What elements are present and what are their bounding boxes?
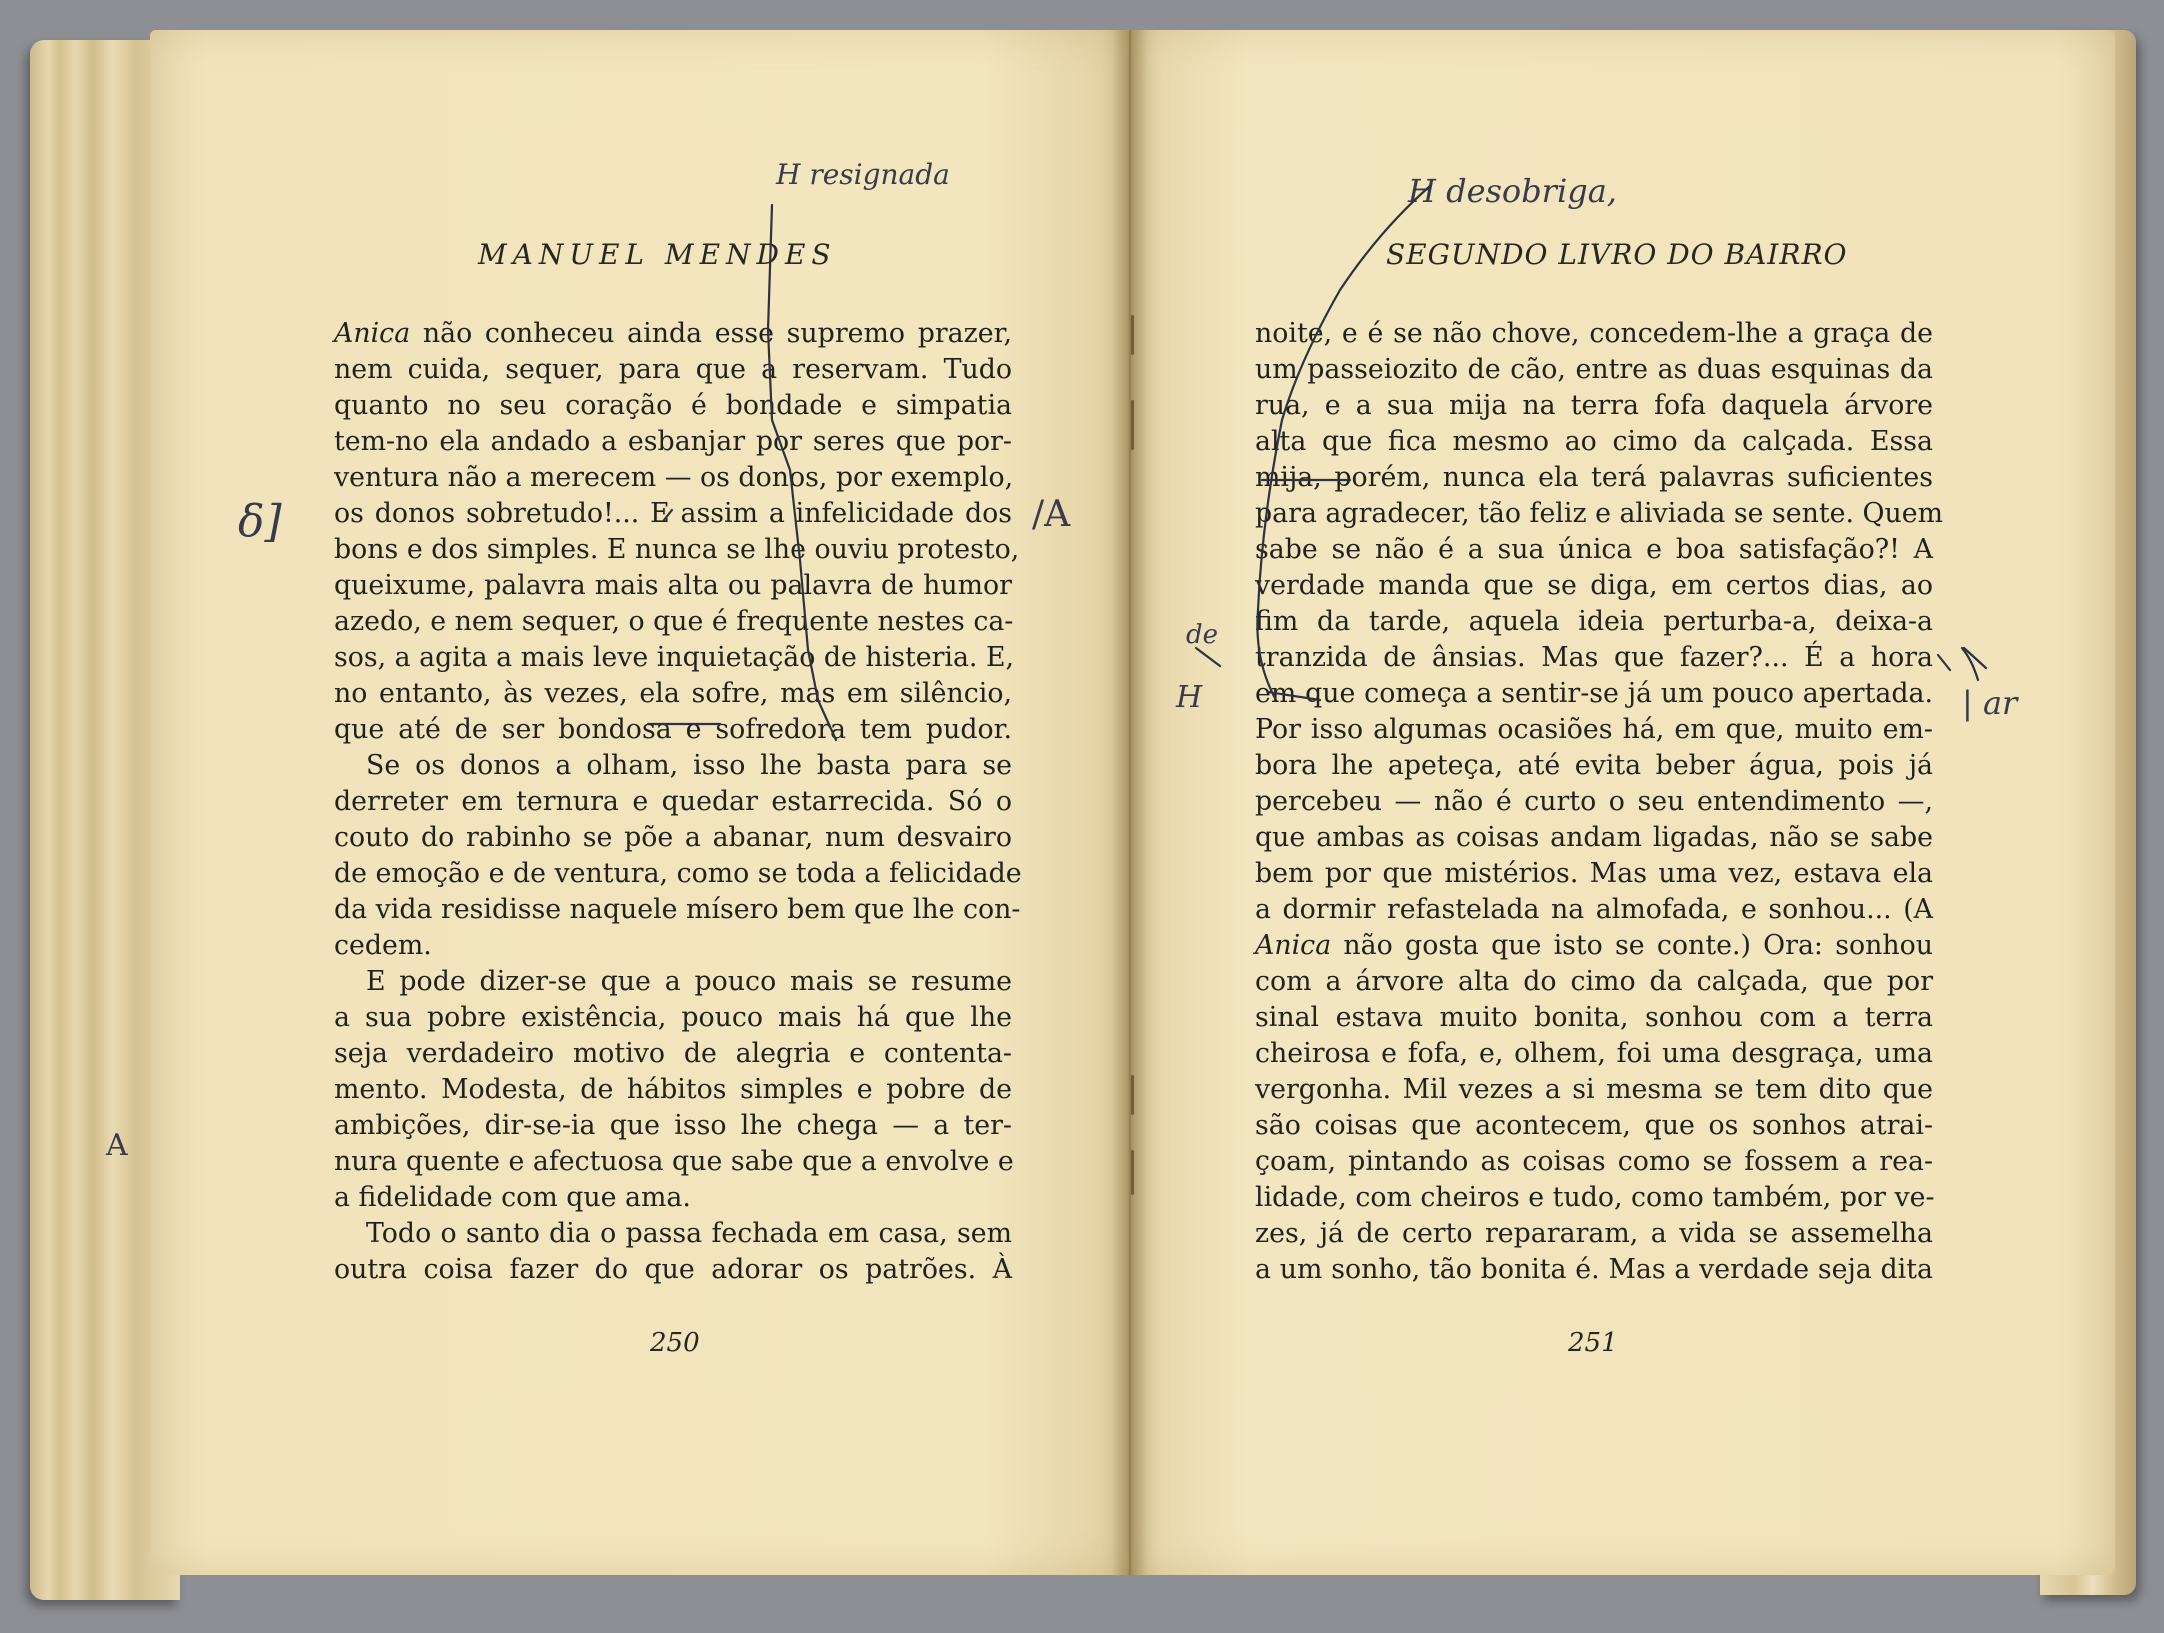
right-page-text-line: lidade, com cheiros e tudo, como também, por ve-	[1255, 1182, 1935, 1213]
left-page-text-line: cedem.	[334, 930, 432, 961]
right-page-text-line: cheirosa e fofa, e, olhem, foi uma desgraça, uma	[1255, 1038, 1933, 1069]
right-running-head: SEGUNDO LIVRO DO BAIRRO	[1386, 238, 1848, 271]
book-gutter	[1112, 30, 1148, 1575]
handwritten-margin-mark: δ]	[238, 496, 282, 547]
right-page-text-line: sabe se não é a sua única e boa satisfação?! A	[1255, 534, 1933, 565]
handwritten-margin-h: H	[1176, 680, 1203, 715]
binding-stitch	[1131, 1075, 1134, 1115]
right-page-text-line: para agradecer, tão feliz e aliviada se sente. Quem	[1255, 498, 1944, 529]
right-page-text-line: sinal estava muito bonita, sonhou com a terra	[1255, 1002, 1933, 1033]
left-page-text-line: de emoção e de ventura, como se toda a felicidade	[334, 858, 1022, 889]
right-page-text-line: alta que fica mesmo ao cimo da calçada. Essa	[1255, 426, 1933, 457]
left-page-text	[334, 316, 1022, 1288]
right-page-text-line: tranzida de ânsias. Mas que fazer?... É a hora	[1255, 642, 1933, 673]
left-page-text-line: outra coisa fazer do que adorar os patrões. À	[334, 1254, 1012, 1285]
left-running-head: MANUEL MENDES	[478, 238, 837, 271]
binding-stitch	[1131, 400, 1134, 450]
left-page-text-line: couto do rabinho se põe a abanar, num desvairo	[334, 822, 1012, 853]
binding-stitch	[1131, 1150, 1134, 1195]
left-page-text-line: seja verdadeiro motivo de alegria e contenta-	[334, 1038, 1012, 1069]
right-page-text	[1255, 316, 1944, 1288]
right-page-text-line: mija, porém, nunca ela terá palavras suficientes	[1255, 462, 1933, 493]
left-page-text-line: da vida residisse naquele mísero bem que lhe con-	[334, 894, 1021, 925]
left-page-text-line: a fidelidade com que ama.	[334, 1182, 691, 1213]
left-page-text-line: E pode dizer-se que a pouco mais se resume	[366, 966, 1012, 997]
right-page-text-line: são coisas que acontecem, que os sonhos atrai-	[1255, 1110, 1933, 1141]
right-page-text-line: bem por que mistérios. Mas uma vez, estava ela	[1255, 858, 1933, 889]
right-page-text-line: çoam, pintando as coisas como se fossem a rea-	[1255, 1146, 1933, 1177]
left-page-text-line: sos, a agita a mais leve inquietação de histeria. E,	[334, 642, 1015, 673]
right-page-number: 251	[1568, 1328, 1618, 1358]
left-page-number: 250	[650, 1328, 700, 1358]
left-page-text-line: os donos sobretudo!... E assim a infelicidade dos	[334, 498, 1012, 529]
left-page-text-line: queixume, palavra mais alta ou palavra de humor	[334, 570, 1012, 601]
handwritten-note-desobriga: H desobriga,	[1408, 172, 1617, 210]
left-page-text-line: Se os donos a olham, isso lhe basta para se	[366, 750, 1012, 781]
right-page-text-line: com a árvore alta do cimo da calçada, que por	[1255, 966, 1933, 997]
left-page-text-line: Anica não conheceu ainda esse supremo prazer,	[334, 318, 1012, 349]
left-page-text-line: no entanto, às vezes, ela sofre, mas em silêncio,	[334, 678, 1012, 709]
left-page-text-line: mento. Modesta, de hábitos simples e pobre de	[334, 1074, 1012, 1105]
handwritten-mark-a: /A	[1032, 494, 1071, 535]
right-page-text-line: vergonha. Mil vezes a si mesma se tem dito que	[1255, 1074, 1933, 1105]
right-page-text-line: Por isso algumas ocasiões há, em que, muito em-	[1255, 714, 1933, 745]
left-page-text-line: ventura não a merecem — os donos, por exemplo,	[334, 462, 1014, 493]
right-page-text-line: que ambas as coisas andam ligadas, não se sabe	[1255, 822, 1933, 853]
left-page-text-line: a sua pobre existência, pouco mais há que lhe	[334, 1002, 1012, 1033]
left-page-text-line: Todo o santo dia o passa fechada em casa, sem	[366, 1218, 1012, 1249]
right-page-text-line: bora lhe apeteça, até evita beber água, pois já	[1255, 750, 1933, 781]
left-page-text-line: azedo, e nem sequer, o que é frequente nestes ca-	[334, 606, 1014, 637]
right-page-text-line: zes, já de certo repararam, a vida se assemelha	[1255, 1218, 1933, 1249]
handwritten-margin-ar: | ar	[1962, 684, 2018, 722]
left-page-text-line: nura quente e afectuosa que sabe que a envolve e	[334, 1146, 1014, 1177]
binding-stitch	[1131, 315, 1134, 355]
right-page-text-line: fim da tarde, aquela ideia perturba-a, deixa-a	[1255, 606, 1933, 637]
left-page-text-line: que até de ser bondosa e sofredora tem pudor.	[334, 714, 1012, 745]
right-page-text-line: verdade manda que se diga, em certos dias, ao	[1255, 570, 1933, 601]
right-page-text-line: noite, e é se não chove, concedem-lhe a graça de	[1255, 318, 1933, 349]
right-page-text-line: percebeu — não é curto o seu entendimento —,	[1255, 786, 1933, 817]
left-page-text-line: ambições, dir-se-ia que isso lhe chega — a ter-	[334, 1110, 1012, 1141]
right-page-text-line: um passeiozito de cão, entre as duas esquinas da	[1255, 354, 1933, 385]
left-page-text-line: nem cuida, sequer, para que a reservam. Tudo	[334, 354, 1012, 385]
right-page-text-line: a dormir refastelada na almofada, e sonhou... (A	[1255, 894, 1933, 925]
handwritten-margin-de: de	[1186, 620, 1219, 650]
right-page-text-line: a um sonho, tão bonita é. Mas a verdade seja dita	[1255, 1254, 1933, 1285]
right-page-text-line: rua, e a sua mija na terra fofa daquela árvore	[1255, 390, 1933, 421]
right-page-text-line: em que começa a sentir-se já um pouco apertada.	[1255, 678, 1933, 709]
left-page-text-line: bons e dos simples. E nunca se lhe ouviu protesto,	[334, 534, 1020, 565]
left-page-text-line: derreter em ternura e quedar estarrecida. Só o	[334, 786, 1012, 817]
handwritten-margin-a: A	[106, 1128, 128, 1163]
right-page-text-line: Anica não gosta que isto se conte.) Ora: sonhou	[1255, 930, 1933, 961]
handwritten-note-resignada: H resignada	[776, 158, 950, 191]
left-page-text-line: tem-no ela andado a esbanjar por seres que por-	[334, 426, 1012, 457]
left-page-text-line: quanto no seu coração é bondade e simpatia	[334, 390, 1012, 421]
